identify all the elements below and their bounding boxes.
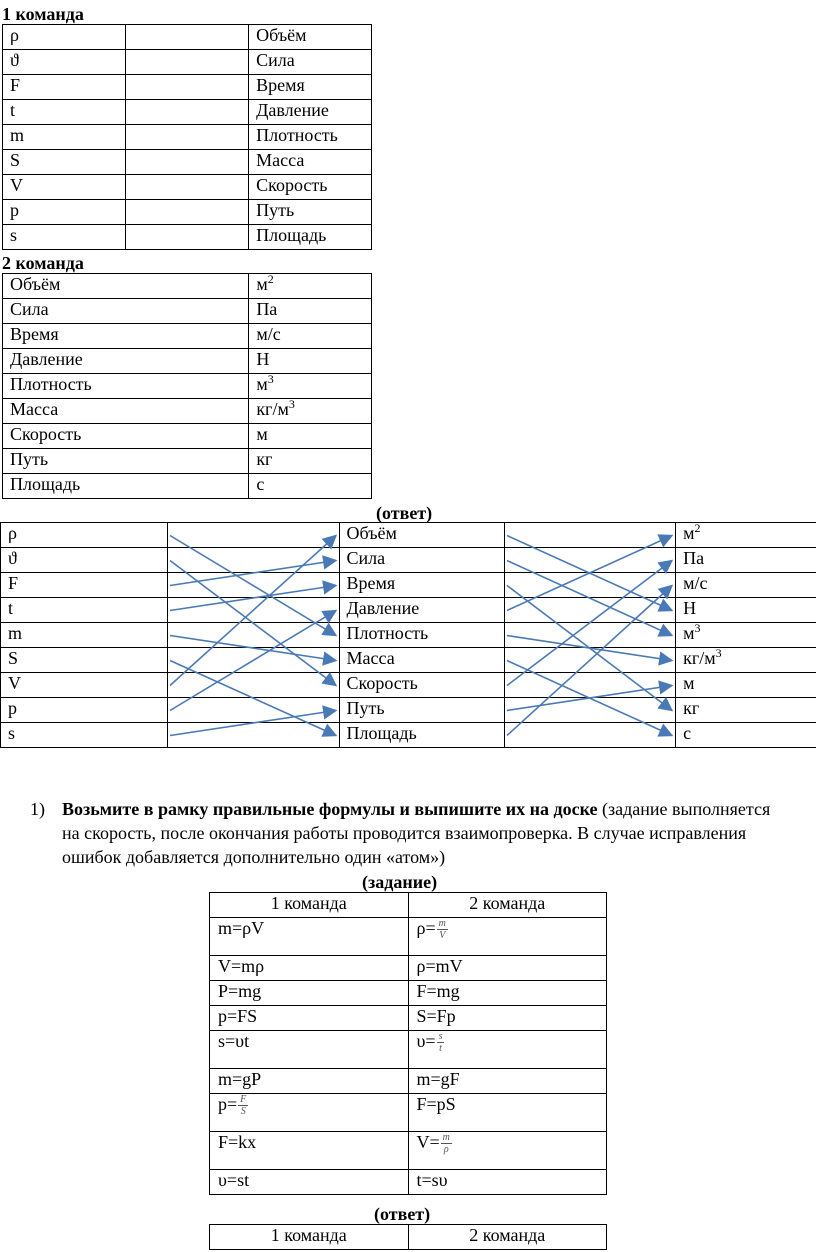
fraction-denominator: S	[240, 1106, 246, 1118]
quantity-cell: Сила	[249, 50, 372, 75]
formula-text: p=	[218, 1094, 238, 1114]
fraction	[437, 918, 448, 941]
unit-base: м	[256, 374, 268, 394]
formula-cell	[408, 1094, 607, 1132]
unit-base: Н	[683, 598, 697, 618]
symbol-cell: ρ	[1, 523, 168, 548]
fraction	[238, 1094, 248, 1117]
symbol-cell: F	[1, 573, 168, 598]
formula-cell	[408, 956, 607, 981]
formulas-col1-header: 1 команда	[210, 893, 409, 918]
task-paragraph	[62, 797, 792, 869]
quantity-cell: Время	[249, 75, 372, 100]
quantity-cell: Давление	[249, 100, 372, 125]
unit-base: Н	[256, 349, 270, 369]
unit-base: с	[683, 723, 692, 743]
formula-text: υ=	[416, 1031, 436, 1051]
symbol-cell: ϑ	[1, 548, 168, 573]
unit-base: м/с	[683, 573, 708, 593]
quantity-cell: Скорость	[339, 673, 505, 698]
formulas-table	[209, 892, 607, 1195]
fraction-denominator: t	[439, 1043, 442, 1055]
formula-text: t=sυ	[416, 1170, 448, 1190]
quantity-cell: Объём	[249, 25, 372, 50]
unit-exponent: 3	[267, 372, 274, 386]
formula-cell	[408, 1006, 607, 1031]
quantity-cell: Путь	[339, 698, 505, 723]
formula-cell	[210, 1006, 409, 1031]
symbol-cell: t	[3, 100, 126, 125]
symbol-cell: S	[1, 648, 168, 673]
answer1-heading: (ответ)	[376, 503, 433, 523]
task-number: 1)	[30, 799, 45, 819]
answer2-col2-header: 2 команда	[408, 1225, 607, 1250]
table-row	[210, 918, 607, 956]
team2-heading: 2 команда	[2, 253, 84, 273]
symbol-cell: m	[3, 125, 126, 150]
symbol-cell: s	[1, 723, 168, 748]
symbol-quantity-arrow	[170, 711, 336, 736]
unit-exponent: 3	[715, 646, 722, 660]
quantity-cell: Сила	[3, 299, 249, 324]
quantity-cell: Масса	[339, 648, 505, 673]
unit-base: м/с	[256, 324, 281, 344]
unit-base: с	[256, 474, 265, 494]
quantity-unit-arrow	[507, 561, 672, 636]
answer2-heading: (ответ)	[374, 1204, 431, 1224]
unit-base: м	[683, 523, 695, 543]
quantity-unit-arrow	[507, 686, 672, 711]
fraction-denominator: ρ	[443, 1144, 449, 1156]
formula-text: S=Fp	[416, 1006, 456, 1026]
symbol-cell: S	[3, 150, 126, 175]
formulas-col2-header: 2 команда	[408, 893, 607, 918]
quantity-cell: Скорость	[3, 424, 249, 449]
symbol-cell: p	[1, 698, 168, 723]
fraction	[441, 1132, 452, 1155]
symbol-quantity-arrow	[170, 561, 336, 686]
formula-text: ρ=mV	[416, 956, 463, 976]
formula-cell	[210, 1094, 409, 1132]
symbol-cell: t	[1, 598, 168, 623]
unit-base: кг	[256, 449, 273, 469]
table-row	[210, 1006, 607, 1031]
fraction	[437, 1031, 445, 1054]
symbol-cell: V	[1, 673, 168, 698]
formula-cell	[408, 981, 607, 1006]
unit-base: м	[683, 623, 695, 643]
unit-base: Па	[683, 548, 705, 568]
quantity-cell: Плотность	[249, 125, 372, 150]
quantity-cell: Сила	[339, 548, 505, 573]
unit-base: кг/м	[683, 648, 716, 668]
formula-text: F=pS	[416, 1094, 456, 1114]
unit-base: кг	[683, 698, 700, 718]
formula-text: ρ=	[416, 918, 436, 938]
quantity-cell: Время	[3, 324, 249, 349]
quantity-cell: Давление	[3, 349, 249, 374]
quantity-cell: Давление	[339, 598, 505, 623]
formula-cell	[408, 1069, 607, 1094]
formula-cell	[408, 1170, 607, 1195]
symbol-cell: s	[3, 225, 126, 250]
formula-cell	[408, 1031, 607, 1069]
fraction-numerator: m	[438, 918, 446, 930]
formula-text: V=mρ	[218, 956, 265, 976]
unit-exponent: 2	[267, 272, 274, 286]
team1-heading: 1 команда	[2, 4, 84, 24]
unit-exponent: 3	[694, 621, 701, 635]
quantity-cell: Площадь	[3, 474, 249, 499]
table-row	[210, 956, 607, 981]
quantity-cell: Масса	[3, 399, 249, 424]
formula-cell	[210, 1031, 409, 1069]
table-row	[210, 1069, 607, 1094]
formula-cell	[408, 918, 607, 956]
unit-base: м	[683, 673, 695, 693]
task-text: (задание выполняется на скорость, после окончания работы проводится взаимопроверка. В случае исправления ошибок добавляется дополнительно один «атом»)	[62, 799, 771, 867]
quantity-cell: Объём	[339, 523, 505, 548]
unit-base: м	[256, 424, 268, 444]
fraction-numerator: F	[240, 1094, 247, 1106]
formula-text: m=ρV	[218, 918, 265, 938]
symbol-quantity-arrow	[170, 536, 336, 686]
table-row	[210, 1170, 607, 1195]
answer2-col1-header: 1 команда	[210, 1225, 409, 1250]
quantity-cell: Время	[339, 573, 505, 598]
formula-text: m=gF	[416, 1069, 460, 1089]
fraction-denominator: V	[439, 930, 446, 942]
task-heading: (задание)	[362, 872, 438, 892]
quantity-unit-arrow	[507, 561, 672, 686]
quantity-cell: Плотность	[3, 374, 249, 399]
symbol-quantity-arrow	[170, 536, 336, 636]
quantity-cell: Площадь	[339, 723, 505, 748]
formula-cell	[210, 981, 409, 1006]
formula-cell	[210, 1170, 409, 1195]
symbol-cell: V	[3, 175, 126, 200]
symbol-cell: F	[3, 75, 126, 100]
symbol-quantity-arrow	[170, 611, 336, 711]
formula-cell	[408, 1132, 607, 1170]
formula-text: s=υt	[218, 1031, 250, 1051]
quantity-cell: Плотность	[339, 623, 505, 648]
fraction-numerator: m	[442, 1132, 450, 1144]
formula-text: υ=st	[218, 1170, 250, 1190]
quantity-cell: Площадь	[249, 225, 372, 250]
quantity-cell: Путь	[3, 449, 249, 474]
formula-text: V=	[416, 1132, 440, 1152]
unit-exponent: 2	[694, 521, 701, 535]
quantity-cell: Масса	[249, 150, 372, 175]
formula-text: m=gP	[218, 1069, 262, 1089]
symbol-quantity-arrow	[170, 586, 336, 611]
formula-text: P=mg	[218, 981, 262, 1001]
formula-cell	[210, 956, 409, 981]
symbol-cell: ϑ	[3, 50, 126, 75]
table-row	[210, 1132, 607, 1170]
table-row	[210, 981, 607, 1006]
symbol-quantity-arrow	[170, 561, 336, 586]
unit-exponent: 3	[288, 397, 295, 411]
symbol-quantity-arrow	[170, 636, 336, 661]
table-row	[210, 1031, 607, 1069]
unit-base: Па	[256, 299, 278, 319]
formula-cell	[210, 918, 409, 956]
task-bold-text: Возьмите в рамку правильные формулы и выпишите их на доске	[62, 799, 598, 819]
formula-text: p=FS	[218, 1006, 258, 1026]
unit-base: м	[256, 274, 268, 294]
answer2-table	[209, 1224, 607, 1250]
quantity-cell: Объём	[3, 274, 249, 299]
fraction-numerator: s	[438, 1031, 443, 1043]
quantity-cell: Скорость	[249, 175, 372, 200]
unit-base: кг/м	[256, 399, 289, 419]
table-row	[210, 1094, 607, 1132]
formula-text: F=mg	[416, 981, 460, 1001]
symbol-quantity-arrow	[170, 661, 336, 736]
quantity-unit-arrow	[507, 586, 672, 736]
formula-cell	[210, 1132, 409, 1170]
quantity-cell: Путь	[249, 200, 372, 225]
quantity-unit-arrow	[507, 636, 672, 661]
formula-text: F=kx	[218, 1132, 257, 1152]
formula-cell	[210, 1069, 409, 1094]
symbol-cell: p	[3, 200, 126, 225]
symbol-cell: ρ	[3, 25, 126, 50]
symbol-cell: m	[1, 623, 168, 648]
